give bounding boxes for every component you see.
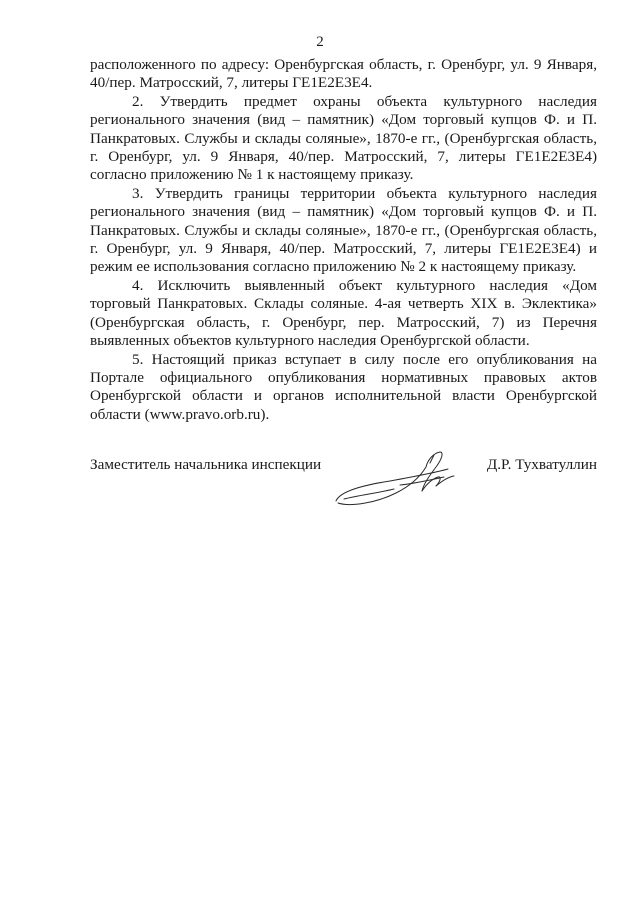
handwritten-signature: [330, 447, 470, 511]
paragraph-item-2: 2. Утвердить предмет охраны объекта культурного наследия регионального значения (вид – памятник) «Дом торговый купцов Ф. и П. Панкратовых. Службы и склады соляные», 1870-е гг., (Оренбургская область, г. Оренбург, ул. 9 Января, 40/пер. Матросский, 7, литеры ГЕ1Е2Е3Е4) согласно приложению № 1 к настоящему приказу.: [90, 92, 597, 184]
paragraph-continuation: расположенного по адресу: Оренбургская область, г. Оренбург, ул. 9 Января, 40/пер. Матросский, 7, литеры ГЕ1Е2Е3Е4.: [90, 56, 597, 92]
page-number: 2: [316, 34, 324, 50]
signatory-name: Д.Р. Тухватуллин: [486, 456, 597, 473]
paragraph-item-3: 3. Утвердить границы территории объекта культурного наследия регионального значения (вид – памятник) «Дом торговый купцов Ф. и П. Панкратовых. Службы и склады соляные», 1870-е гг., (Оренбургская область, г. Оренбург, ул. 9 Января, 40/пер. Матросский, 7, литеры ГЕ1Е2Е3Е4) и режим ее использования согласно приложению № 2 к настоящему приказу.: [90, 184, 597, 276]
paragraph-item-4: 4. Исключить выявленный объект культурного наследия «Дом торговый Панкратовых. Склады соляные. 4-ая четверть XIX в. Эклектика» (Оренбургская область, г. Оренбург, пер. Матросский, 7) из Перечня выявленных объектов культурного наследия Оренбургской области.: [90, 276, 597, 350]
signature-block: [90, 447, 597, 517]
paragraph-item-5: 5. Настоящий приказ вступает в силу после его опубликования на Портале официального опубликования нормативных правовых актов Оренбургской области и органов исполнительной власти Оренбургской области (www.pravo.orb.ru).: [90, 350, 597, 423]
signatory-title: Заместитель начальника инспекции: [90, 456, 322, 473]
document-body: [90, 56, 597, 424]
